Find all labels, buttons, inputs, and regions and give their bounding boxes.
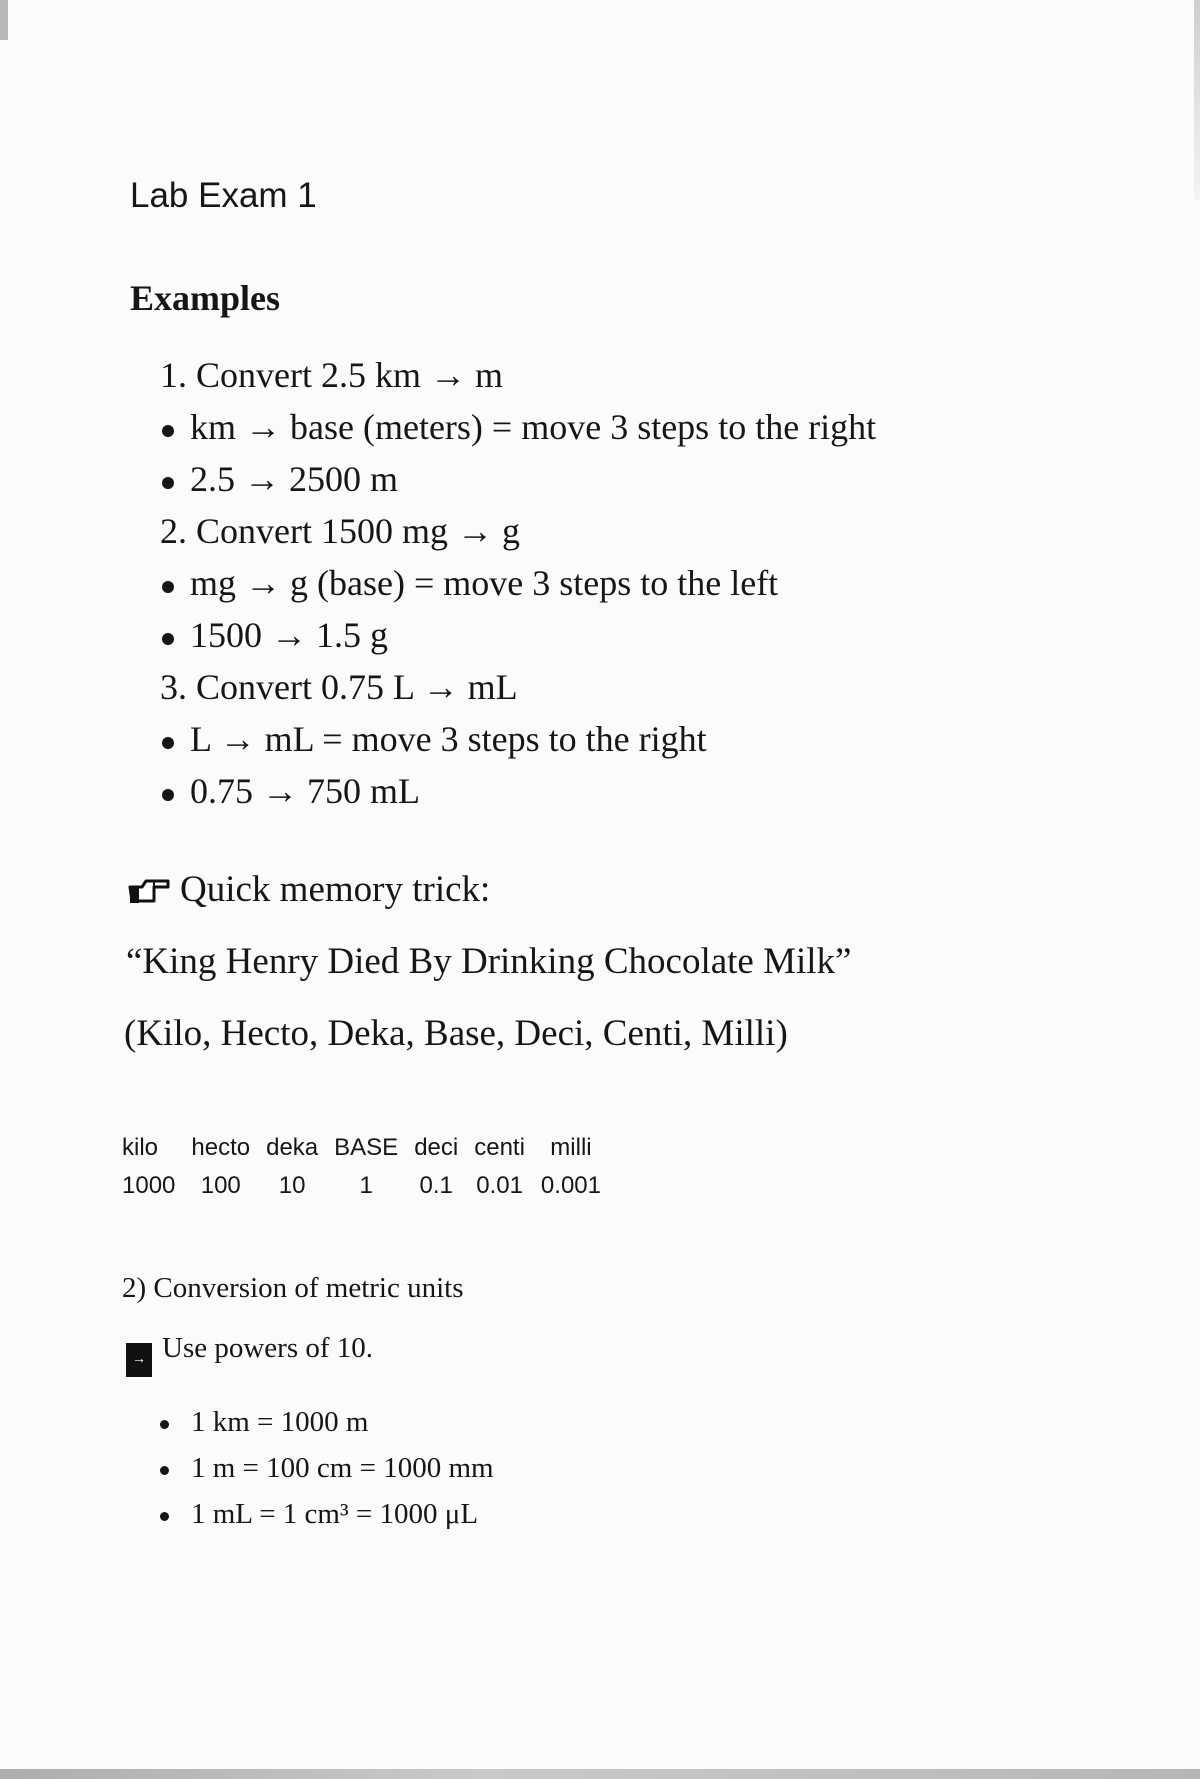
- prefix-value: 1: [359, 1172, 373, 1199]
- prefix-value: 100: [200, 1172, 241, 1199]
- prefix-name: deka: [266, 1134, 319, 1161]
- memory-trick-line: [128, 868, 490, 911]
- prefix-names-row: [122, 1130, 617, 1168]
- section-2-bullet-3: 1 mL = 1 cm³ = 1000 μL: [160, 1498, 478, 1531]
- bullet-dot: [162, 633, 174, 645]
- pointing-hand-icon: [128, 873, 172, 907]
- example-2-bullet-1: mg → g (base) = move 3 steps to the left: [162, 562, 778, 604]
- scan-edge-left: [0, 0, 8, 40]
- bullet-dot: [162, 737, 174, 749]
- example-2-label: 2. Convert 1500 mg → g: [160, 511, 520, 551]
- section-2-heading: 2) Conversion of metric units: [122, 1272, 464, 1304]
- example-2-bullet-2: 1500 → 1.5 g: [162, 614, 388, 656]
- example-3-bullet-1: L → mL = move 3 steps to the right: [162, 718, 707, 760]
- example-1-label: 1. Convert 2.5 km → m: [160, 355, 503, 395]
- page-title: Lab Exam 1: [130, 176, 317, 215]
- section-2-note: [126, 1332, 373, 1377]
- prefix-name: deci: [414, 1134, 459, 1161]
- prefix-value: 0.1: [419, 1172, 453, 1199]
- prefix-value: 1000: [122, 1172, 176, 1199]
- example-3-label: 3. Convert 0.75 L → mL: [160, 667, 518, 707]
- prefix-name: BASE: [334, 1134, 399, 1161]
- bullet-dot: [160, 1512, 169, 1521]
- memory-trick-quote: “King Henry Died By Drinking Chocolate Milk”: [126, 941, 852, 982]
- prefix-name: hecto: [191, 1134, 251, 1161]
- prefix-value: 0.001: [540, 1172, 601, 1199]
- prefix-value: 10: [278, 1172, 306, 1199]
- example-1-bullet-1: km → base (meters) = move 3 steps to the right: [162, 406, 876, 448]
- prefix-value: 0.01: [476, 1172, 523, 1199]
- bullet-dot: [162, 581, 174, 593]
- arrow-box-icon: →: [126, 1343, 152, 1377]
- prefix-values-row: [122, 1168, 617, 1206]
- memory-trick-explanation: (Kilo, Hecto, Deka, Base, Deci, Centi, Milli): [124, 1013, 788, 1054]
- example-1-bullet-2: 2.5 → 2500 m: [162, 458, 398, 500]
- bullet-dot: [162, 425, 174, 437]
- bullet-dot: [162, 477, 174, 489]
- bullet-dot: [160, 1420, 169, 1429]
- memory-trick-label: Quick memory trick:: [180, 869, 491, 910]
- bullet-dot: [162, 789, 174, 801]
- prefix-name: kilo: [122, 1134, 159, 1161]
- section-2-bullet-1: 1 km = 1000 m: [160, 1406, 368, 1439]
- examples-heading: Examples: [130, 278, 281, 318]
- example-3-bullet-2: 0.75 → 750 mL: [162, 770, 420, 812]
- prefix-name: milli: [550, 1134, 592, 1161]
- prefix-table: [122, 1130, 617, 1206]
- bullet-dot: [160, 1466, 169, 1475]
- prefix-name: centi: [474, 1134, 525, 1161]
- scan-edge-bottom: [0, 1769, 1200, 1779]
- section-2-bullet-2: 1 m = 100 cm = 1000 mm: [160, 1452, 494, 1485]
- scan-edge-right: [1194, 0, 1200, 200]
- section-2-note-text: Use powers of 10.: [162, 1332, 374, 1364]
